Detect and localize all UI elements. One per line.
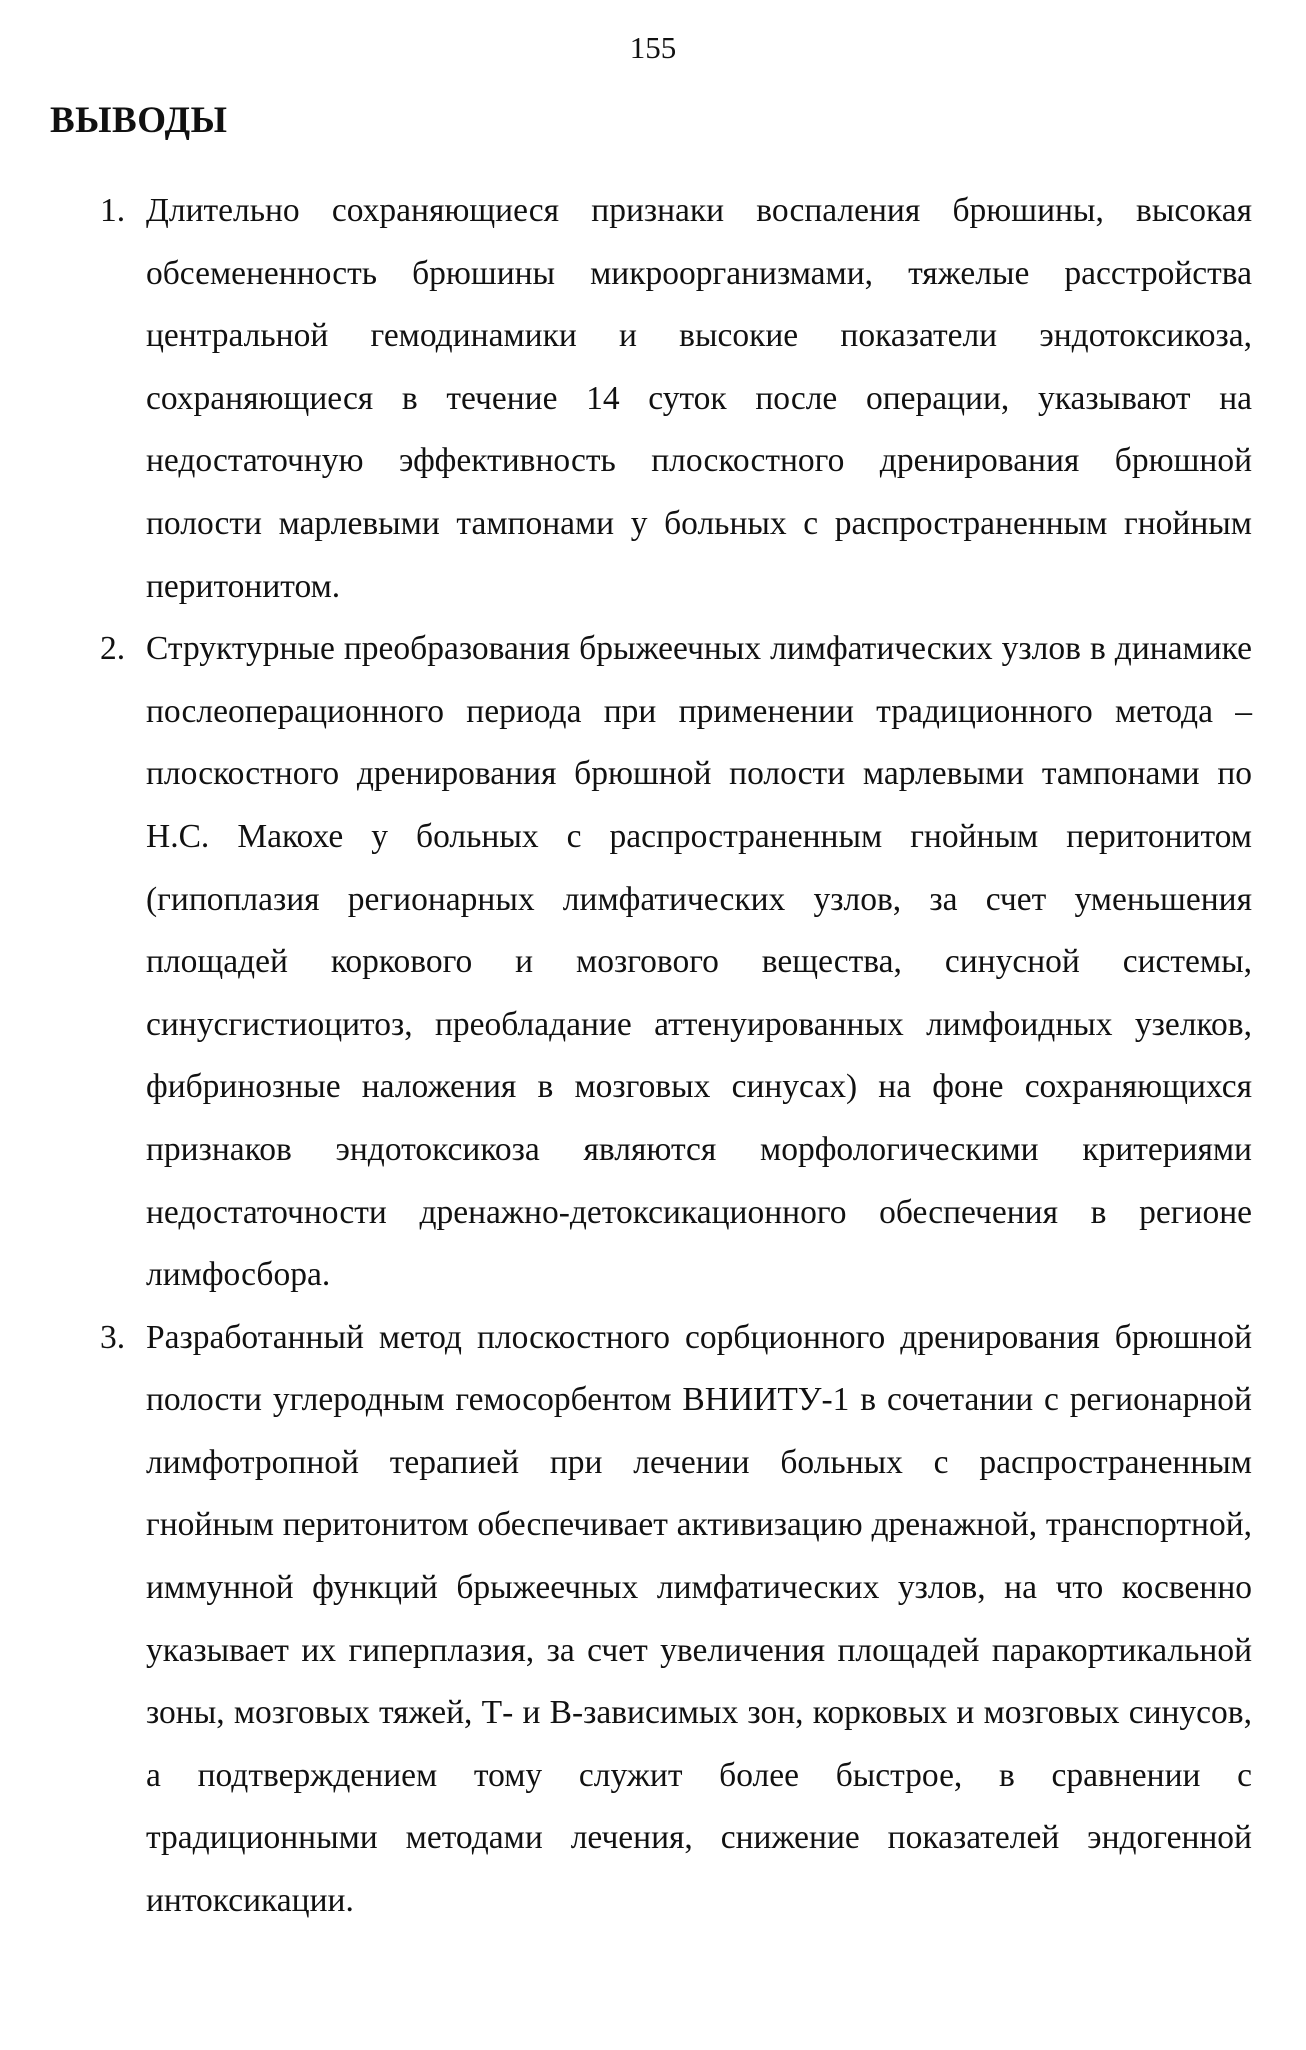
conclusion-item <box>100 618 1252 1307</box>
conclusion-number: 1. <box>100 192 126 229</box>
conclusions-list <box>100 180 1252 1933</box>
conclusion-text: Разработанный метод плоскостного сорбционного дренирования брюшной полости углеродным гемосорбентом ВНИИТУ-1 в сочетании с регионарной лимфотропной терапией при лечении больных с распространенным гнойным перитонитом обеспечивает активизацию дренажной, транспортной, иммунной функций брыжеечных лимфатических узлов, на что косвенно указывает их гиперплазия, за счет увеличения площадей паракортикальной зоны, мозговых тяжей, Т- и В-зависимых зон, корковых и мозговых синусов, а подтверждением тому служит более быстрое, в сравнении с традиционными методами лечения, снижение показателей эндогенной интоксикации. <box>146 1318 1252 1920</box>
conclusion-text: Длительно сохраняющиеся признаки воспаления брюшины, высокая обсемененность брюшины микроорганизмами, тяжелые расстройства центральной гемодинамики и высокие показатели эндотоксикоза, сохраняющиеся в течение 14 суток после операции, указывают на недостаточную эффективность плоскостного дренирования брюшной полости марлевыми тампонами у больных с распространенным гнойным перитонитом. <box>146 192 1252 605</box>
section-heading: ВЫВОДЫ <box>50 100 228 141</box>
conclusion-item <box>100 180 1252 618</box>
page-number: 155 <box>629 30 677 65</box>
conclusion-text: Структурные преобразования брыжеечных лимфатических узлов в динамике послеоперационного периода при применении традиционного метода – плоскостного дренирования брюшной полости марлевыми тампонами по Н.С. Макохе у больных с распространенным гнойным перитонитом (гипоплазия регионарных лимфатических узлов, за счет уменьшения площадей коркового и мозгового вещества, синусной системы, синусгистиоцитоз, преобладание аттенуированных лимфоидных узелков, фибринозные наложения в мозговых синусах) на фоне сохраняющихся признаков эндотоксикоза являются морфологическими критериями недостаточности дренажно-детоксикационного обеспечения в регионе лимфосбора. <box>146 630 1252 1294</box>
conclusion-number: 2. <box>100 630 126 668</box>
conclusion-item <box>100 1307 1252 1933</box>
conclusion-number: 3. <box>100 1318 126 1356</box>
